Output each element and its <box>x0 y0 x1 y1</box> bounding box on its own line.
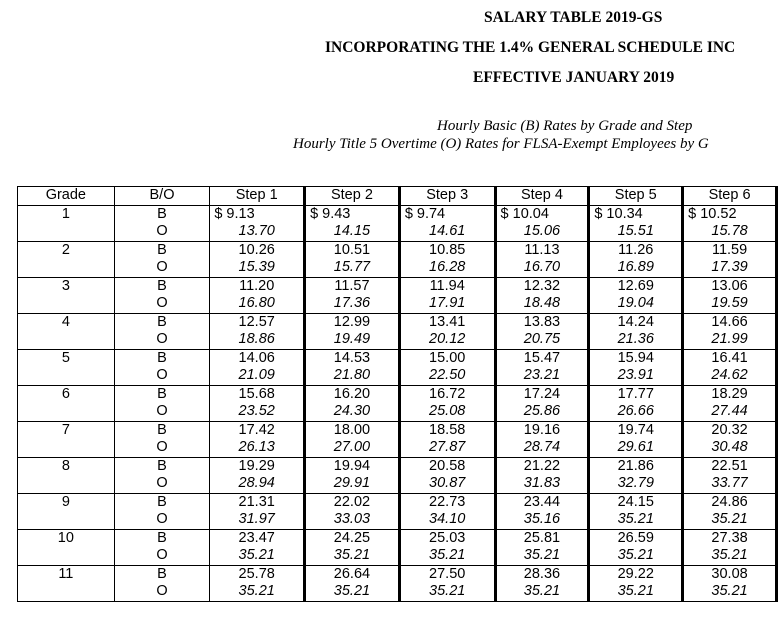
overtime-rate-cell: 35.21 <box>305 547 400 565</box>
overtime-rate-cell: 35.21 <box>399 583 495 601</box>
basic-rate-cell: $ 10.52 <box>683 205 777 223</box>
basic-rate-cell: 17.77 <box>589 385 683 403</box>
overtime-rate-cell: 20.12 <box>399 331 495 349</box>
basic-rate-cell: 11.57 <box>305 277 400 295</box>
rates-description-overtime: Hourly Title 5 Overtime (O) Rates for FLSA-Exempt Employees by G <box>293 136 709 152</box>
overtime-rate-cell: 33.03 <box>305 511 400 529</box>
col-header-grade: Grade <box>18 187 115 206</box>
basic-rate-cell: $ 9.13 <box>210 205 305 223</box>
overtime-rate-cell: 35.21 <box>683 511 777 529</box>
overtime-rate-cell: 32.79 <box>589 475 683 493</box>
bo-cell: B <box>114 529 210 547</box>
overtime-rate-cell: 14.61 <box>399 223 495 241</box>
bo-cell: B <box>114 349 210 367</box>
overtime-rate-cell: 35.21 <box>589 547 683 565</box>
table-row-overtime <box>18 223 777 241</box>
bo-cell: B <box>114 385 210 403</box>
basic-rate-cell: 12.32 <box>495 277 589 295</box>
col-header-bo: B/O <box>114 187 210 206</box>
overtime-rate-cell: 15.78 <box>683 223 777 241</box>
table-row-overtime <box>18 511 777 529</box>
overtime-rate-cell: 22.50 <box>399 367 495 385</box>
basic-rate-cell: 11.26 <box>589 241 683 259</box>
overtime-rate-cell: 19.59 <box>683 295 777 313</box>
grade-cell <box>18 367 115 385</box>
grade-cell: 8 <box>18 457 115 475</box>
grade-cell: 9 <box>18 493 115 511</box>
overtime-rate-cell: 18.86 <box>210 331 305 349</box>
basic-rate-cell: 21.86 <box>589 457 683 475</box>
overtime-rate-cell: 25.08 <box>399 403 495 421</box>
table-row-overtime <box>18 259 777 277</box>
col-header-step-5: Step 5 <box>589 187 683 206</box>
basic-rate-cell: 15.68 <box>210 385 305 403</box>
table-row-overtime <box>18 475 777 493</box>
col-header-step-2: Step 2 <box>305 187 400 206</box>
bo-cell: B <box>114 277 210 295</box>
grade-cell: 7 <box>18 421 115 439</box>
overtime-rate-cell: 29.91 <box>305 475 400 493</box>
basic-rate-cell: 14.53 <box>305 349 400 367</box>
table-row-overtime <box>18 403 777 421</box>
basic-rate-cell: 28.36 <box>495 565 589 583</box>
overtime-rate-cell: 35.21 <box>683 583 777 601</box>
basic-rate-cell: $ 9.74 <box>399 205 495 223</box>
grade-cell <box>18 439 115 457</box>
table-subtitle: INCORPORATING THE 1.4% GENERAL SCHEDULE INC <box>325 39 736 56</box>
overtime-rate-cell: 31.97 <box>210 511 305 529</box>
table-row-overtime <box>18 295 777 313</box>
basic-rate-cell: 25.03 <box>399 529 495 547</box>
bo-cell: O <box>114 367 210 385</box>
grade-cell: 10 <box>18 529 115 547</box>
grade-cell: 3 <box>18 277 115 295</box>
col-header-step-6: Step 6 <box>683 187 777 206</box>
basic-rate-cell: $ 10.04 <box>495 205 589 223</box>
overtime-rate-cell: 35.21 <box>305 583 400 601</box>
basic-rate-cell: 25.78 <box>210 565 305 583</box>
overtime-rate-cell: 19.04 <box>589 295 683 313</box>
overtime-rate-cell: 14.15 <box>305 223 400 241</box>
table-row-overtime <box>18 367 777 385</box>
overtime-rate-cell: 13.70 <box>210 223 305 241</box>
overtime-rate-cell: 35.21 <box>589 583 683 601</box>
basic-rate-cell: 18.00 <box>305 421 400 439</box>
bo-cell: B <box>114 565 210 583</box>
basic-rate-cell: 14.24 <box>589 313 683 331</box>
grade-cell <box>18 511 115 529</box>
basic-rate-cell: 21.31 <box>210 493 305 511</box>
basic-rate-cell: 13.41 <box>399 313 495 331</box>
basic-rate-cell: 26.64 <box>305 565 400 583</box>
overtime-rate-cell: 15.51 <box>589 223 683 241</box>
basic-rate-cell: 27.38 <box>683 529 777 547</box>
table-row-overtime <box>18 547 777 565</box>
overtime-rate-cell: 27.00 <box>305 439 400 457</box>
overtime-rate-cell: 16.80 <box>210 295 305 313</box>
overtime-rate-cell: 21.36 <box>589 331 683 349</box>
col-header-step-3: Step 3 <box>399 187 495 206</box>
bo-cell: O <box>114 511 210 529</box>
bo-cell: O <box>114 295 210 313</box>
table-row-basic <box>18 313 777 331</box>
overtime-rate-cell: 35.21 <box>210 583 305 601</box>
overtime-rate-cell: 28.74 <box>495 439 589 457</box>
basic-rate-cell: 20.58 <box>399 457 495 475</box>
bo-cell: O <box>114 331 210 349</box>
basic-rate-cell: 24.15 <box>589 493 683 511</box>
overtime-rate-cell: 19.49 <box>305 331 400 349</box>
overtime-rate-cell: 35.21 <box>495 583 589 601</box>
basic-rate-cell: 22.73 <box>399 493 495 511</box>
basic-rate-cell: 29.22 <box>589 565 683 583</box>
overtime-rate-cell: 29.61 <box>589 439 683 457</box>
table-row-basic <box>18 205 777 223</box>
basic-rate-cell: 24.25 <box>305 529 400 547</box>
overtime-rate-cell: 27.87 <box>399 439 495 457</box>
bo-cell: O <box>114 223 210 241</box>
basic-rate-cell: 16.41 <box>683 349 777 367</box>
overtime-rate-cell: 20.75 <box>495 331 589 349</box>
basic-rate-cell: 11.59 <box>683 241 777 259</box>
basic-rate-cell: 14.06 <box>210 349 305 367</box>
basic-rate-cell: 19.29 <box>210 457 305 475</box>
basic-rate-cell: 26.59 <box>589 529 683 547</box>
table-row-overtime <box>18 439 777 457</box>
bo-cell: B <box>114 241 210 259</box>
bo-cell: O <box>114 259 210 277</box>
basic-rate-cell: 25.81 <box>495 529 589 547</box>
overtime-rate-cell: 35.21 <box>210 547 305 565</box>
overtime-rate-cell: 16.89 <box>589 259 683 277</box>
overtime-rate-cell: 23.21 <box>495 367 589 385</box>
basic-rate-cell: 23.44 <box>495 493 589 511</box>
overtime-rate-cell: 24.62 <box>683 367 777 385</box>
basic-rate-cell: 12.69 <box>589 277 683 295</box>
basic-rate-cell: 17.42 <box>210 421 305 439</box>
basic-rate-cell: 16.72 <box>399 385 495 403</box>
basic-rate-cell: 19.16 <box>495 421 589 439</box>
basic-rate-cell: 10.51 <box>305 241 400 259</box>
table-row-basic <box>18 529 777 547</box>
basic-rate-cell: 22.02 <box>305 493 400 511</box>
overtime-rate-cell: 15.39 <box>210 259 305 277</box>
overtime-rate-cell: 35.21 <box>399 547 495 565</box>
table-row-overtime <box>18 331 777 349</box>
overtime-rate-cell: 30.87 <box>399 475 495 493</box>
grade-cell: 11 <box>18 565 115 583</box>
grade-cell <box>18 547 115 565</box>
overtime-rate-cell: 17.39 <box>683 259 777 277</box>
basic-rate-cell: 24.86 <box>683 493 777 511</box>
basic-rate-cell: 27.50 <box>399 565 495 583</box>
overtime-rate-cell: 28.94 <box>210 475 305 493</box>
overtime-rate-cell: 17.91 <box>399 295 495 313</box>
rates-description-basic: Hourly Basic (B) Rates by Grade and Step <box>437 118 693 134</box>
basic-rate-cell: 22.51 <box>683 457 777 475</box>
overtime-rate-cell: 26.66 <box>589 403 683 421</box>
basic-rate-cell: 18.29 <box>683 385 777 403</box>
overtime-rate-cell: 17.36 <box>305 295 400 313</box>
overtime-rate-cell: 25.86 <box>495 403 589 421</box>
basic-rate-cell: 20.32 <box>683 421 777 439</box>
basic-rate-cell: 19.94 <box>305 457 400 475</box>
table-row-basic <box>18 493 777 511</box>
overtime-rate-cell: 16.70 <box>495 259 589 277</box>
bo-cell: B <box>114 493 210 511</box>
basic-rate-cell: 30.08 <box>683 565 777 583</box>
grade-cell <box>18 583 115 601</box>
overtime-rate-cell: 33.77 <box>683 475 777 493</box>
basic-rate-cell: 15.00 <box>399 349 495 367</box>
overtime-rate-cell: 23.91 <box>589 367 683 385</box>
overtime-rate-cell: 21.09 <box>210 367 305 385</box>
overtime-rate-cell: 31.83 <box>495 475 589 493</box>
overtime-rate-cell: 35.21 <box>589 511 683 529</box>
grade-cell <box>18 331 115 349</box>
basic-rate-cell: 11.20 <box>210 277 305 295</box>
table-row-basic <box>18 241 777 259</box>
basic-rate-cell: 10.85 <box>399 241 495 259</box>
overtime-rate-cell: 18.48 <box>495 295 589 313</box>
overtime-rate-cell: 21.80 <box>305 367 400 385</box>
bo-cell: B <box>114 313 210 331</box>
bo-cell: O <box>114 475 210 493</box>
overtime-rate-cell: 26.13 <box>210 439 305 457</box>
overtime-rate-cell: 34.10 <box>399 511 495 529</box>
grade-cell: 5 <box>18 349 115 367</box>
grade-cell: 6 <box>18 385 115 403</box>
bo-cell: O <box>114 547 210 565</box>
table-row-basic <box>18 565 777 583</box>
overtime-rate-cell: 23.52 <box>210 403 305 421</box>
basic-rate-cell: 19.74 <box>589 421 683 439</box>
basic-rate-cell: 12.99 <box>305 313 400 331</box>
basic-rate-cell: 15.94 <box>589 349 683 367</box>
basic-rate-cell: 17.24 <box>495 385 589 403</box>
table-row-basic <box>18 457 777 475</box>
overtime-rate-cell: 16.28 <box>399 259 495 277</box>
bo-cell: O <box>114 583 210 601</box>
overtime-rate-cell: 35.16 <box>495 511 589 529</box>
grade-cell <box>18 295 115 313</box>
basic-rate-cell: 13.83 <box>495 313 589 331</box>
grade-cell <box>18 475 115 493</box>
basic-rate-cell: 16.20 <box>305 385 400 403</box>
basic-rate-cell: 18.58 <box>399 421 495 439</box>
overtime-rate-cell: 21.99 <box>683 331 777 349</box>
table-row-basic <box>18 421 777 439</box>
bo-cell: O <box>114 403 210 421</box>
table-row-basic <box>18 385 777 403</box>
overtime-rate-cell: 24.30 <box>305 403 400 421</box>
overtime-rate-cell: 15.06 <box>495 223 589 241</box>
bo-cell: O <box>114 439 210 457</box>
overtime-rate-cell: 35.21 <box>495 547 589 565</box>
basic-rate-cell: 10.26 <box>210 241 305 259</box>
basic-rate-cell: 11.13 <box>495 241 589 259</box>
bo-cell: B <box>114 457 210 475</box>
basic-rate-cell: 12.57 <box>210 313 305 331</box>
table-title: SALARY TABLE 2019-GS <box>484 9 663 26</box>
basic-rate-cell: 21.22 <box>495 457 589 475</box>
basic-rate-cell: 15.47 <box>495 349 589 367</box>
table-row-basic <box>18 349 777 367</box>
salary-table <box>17 186 778 602</box>
overtime-rate-cell: 35.21 <box>683 547 777 565</box>
overtime-rate-cell: 27.44 <box>683 403 777 421</box>
basic-rate-cell: $ 10.34 <box>589 205 683 223</box>
basic-rate-cell: $ 9.43 <box>305 205 400 223</box>
basic-rate-cell: 23.47 <box>210 529 305 547</box>
bo-cell: B <box>114 421 210 439</box>
grade-cell <box>18 403 115 421</box>
table-body <box>18 205 777 601</box>
table-header-row <box>18 187 777 206</box>
basic-rate-cell: 14.66 <box>683 313 777 331</box>
grade-cell: 2 <box>18 241 115 259</box>
bo-cell: B <box>114 205 210 223</box>
col-header-step-1: Step 1 <box>210 187 305 206</box>
overtime-rate-cell: 15.77 <box>305 259 400 277</box>
grade-cell: 1 <box>18 205 115 223</box>
grade-cell <box>18 223 115 241</box>
basic-rate-cell: 11.94 <box>399 277 495 295</box>
table-row-basic <box>18 277 777 295</box>
grade-cell <box>18 259 115 277</box>
grade-cell: 4 <box>18 313 115 331</box>
col-header-step-4: Step 4 <box>495 187 589 206</box>
overtime-rate-cell: 30.48 <box>683 439 777 457</box>
basic-rate-cell: 13.06 <box>683 277 777 295</box>
table-row-overtime <box>18 583 777 601</box>
effective-date: EFFECTIVE JANUARY 2019 <box>473 69 675 86</box>
